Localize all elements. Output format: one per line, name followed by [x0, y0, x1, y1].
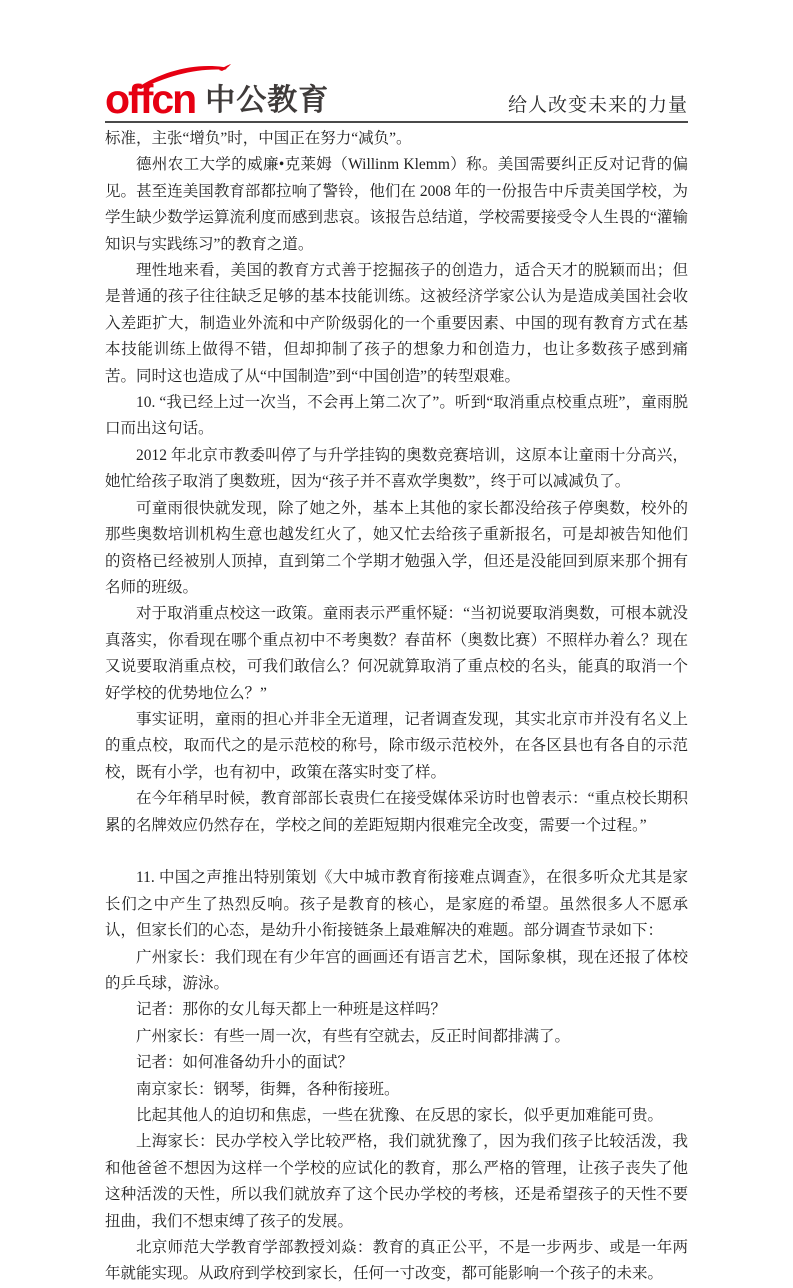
- logo-wordmark: offcn: [105, 76, 196, 123]
- logo-brand-cn: 中公教育: [205, 84, 330, 117]
- paragraph: 记者：那你的女儿每天都上一种班是这样吗？: [136, 1001, 447, 1019]
- offcn-logo: [105, 76, 330, 123]
- page-header: [105, 52, 688, 123]
- paragraph: 事实证明，童雨的担心并非全无道理，记者调查发现，其实北京市并没有名义上的重点校，取而代之的是示范校的称号，除市级示范校外，在各区县也有各自的示范校，既有小学，也有初中，政策在落实时变了样。: [105, 710, 688, 781]
- logo-wordmark-wrap: [105, 76, 196, 123]
- paragraph: 北京师范大学教育学部教授刘焱：教育的真正公平，不是一步两步、或是一年两年就能实现。从政府到学校到家长，任何一寸改变，都可能影响一个孩子的未来。: [105, 1239, 688, 1283]
- paragraph: 10. “我已经上过一次当，不会再上第二次了”。听到“取消重点校重点班”，童雨脱口而出这句话。: [105, 394, 688, 438]
- paragraph: 比起其他人的迫切和焦虑，一些在犹豫、在反思的家长，似乎更加难能可贵。: [136, 1107, 664, 1125]
- paragraph: 记者：如何准备幼升小的面试？: [136, 1054, 354, 1072]
- header-tagline: 给人改变未来的力量: [507, 95, 688, 116]
- paragraph: 可童雨很快就发现，除了她之外，基本上其他的家长都没给孩子停奥数，校外的那些奥数培训机构生意也越发红火了，她又忙去给孩子重新报名，可是却被告知他们的资格已经被别人顶掉，直到第二个学期才勉强入学，但还是没能回到原来那个拥有名师的班级。: [105, 499, 688, 596]
- paragraph: 标准，主张“增负”时，中国正在努力“减负”。: [105, 130, 412, 147]
- swoosh-icon: [135, 64, 231, 90]
- document-body: [105, 123, 688, 1288]
- paragraph: 广州家长：有些一周一次，有些有空就去，反正时间都排满了。: [136, 1027, 571, 1045]
- paragraph: 南京家长：钢琴，街舞，各种衔接班。: [136, 1080, 400, 1098]
- paragraph: 德州农工大学的威廉•克莱姆（Willinm Klemm）称。美国需要纠正反对记背的偏见。甚至连美国教育部都拉响了警铃，他们在 2008 年的一份报告中斥责美国学校，为学生缺少数学运算流利度而感到悲哀。该报告总结道，学校需要接受令人生畏的“灌输知识与实践练习”的教育之道。: [105, 156, 688, 253]
- paragraph: 广州家长：我们现在有少年宫的画画还有语言艺术，国际象棋，现在还报了体校的乒乓球，游泳。: [105, 948, 688, 992]
- paragraph: 上海家长：民办学校入学比较严格，我们就犹豫了，因为我们孩子比较活泼，我和他爸爸不想因为这样一个学校的应试化的教育，那么严格的管理，让孩子丧失了他这种活泼的天性，所以我们就放弃了这个民办学校的考核，还是希望孩子的天性不要扭曲，我们不想束缚了孩子的发展。: [105, 1133, 688, 1230]
- paragraph: 对于取消重点校这一政策。童雨表示严重怀疑：“当初说要取消奥数，可根本就没真落实，你看现在哪个重点初中不考奥数？春苗杯（奥数比赛）不照样办着么？现在又说要取消重点校，可我们敢信么？何况就算取消了重点校的名头，能真的取消一个好学校的优势地位么？”: [105, 605, 688, 702]
- paragraph: 11. 中国之声推出特别策划《大中城市教育衔接难点调查》，在很多听众尤其是家长们之中产生了热烈反响。孩子是教育的核心，是家庭的希望。虽然很多人不愿承认，但家长们的心态，是幼升小衔接链条上最难解决的难题。部分调查节录如下：: [105, 869, 688, 940]
- paragraph: 2012 年北京市教委叫停了与升学挂钩的奥数竞赛培训，这原本让童雨十分高兴，她忙给孩子取消了奥数班，因为“孩子并不喜欢学奥数”，终于可以减减负了。: [105, 446, 688, 491]
- paragraph: 理性地来看，美国的教育方式善于挖掘孩子的创造力，适合天才的脱颖而出；但是普通的孩子往往缺乏足够的基本技能训练。这被经济学家公认为是造成美国社会收入差距扩大，制造业外流和中产阶级弱化的一个重要因素、中国的现有教育方式在基本技能训练上做得不错，但却抑制了孩子的想象力和创造力，也让多数孩子感到痛苦。同时这也造成了从“中国制造”到“中国创造”的转型艰难。: [105, 262, 688, 385]
- paragraph: 在今年稍早时候，教育部部长袁贵仁在接受媒体采访时也曾表示：“重点校长期积累的名牌效应仍然存在，学校之间的差距短期内很难完全改变，需要一个过程。”: [105, 790, 688, 834]
